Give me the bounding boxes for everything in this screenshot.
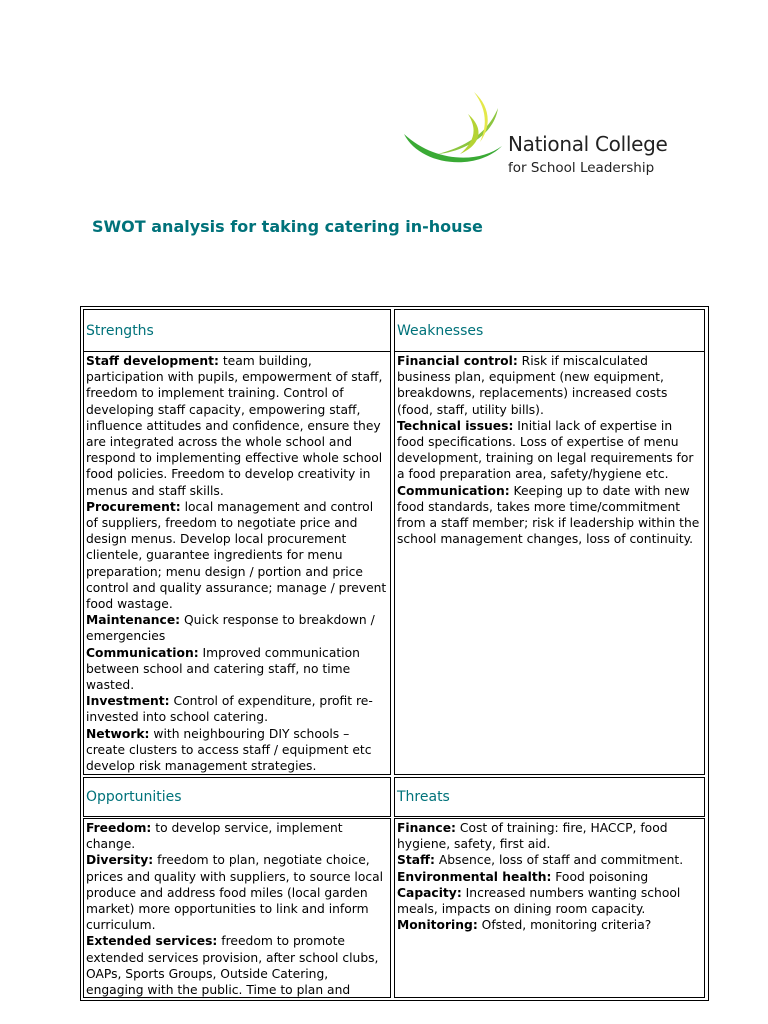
strengths-item <box>86 353 388 499</box>
opportunities-item <box>86 933 388 998</box>
strengths-item-text: local management and control of suppliers, freedom to negotiate price and design menus. Develop local procurement clientele, guarantee ingredients for menu preparation; menu design / portion and price control and quality assurance; manage / prevent food wastage. <box>86 499 387 612</box>
threats-item-text: Absence, loss of staff and commitment. <box>434 853 684 868</box>
swot-table <box>80 306 709 1001</box>
weaknesses-cell <box>394 351 705 775</box>
strengths-item <box>86 645 388 694</box>
threats-item <box>397 917 702 933</box>
leaf-swoosh-icon <box>398 84 508 184</box>
opportunities-list <box>86 820 388 998</box>
opportunities-item-text: freedom to promote extended services provision, after school clubs, OAPs, Sports Groups, Outside Catering, engaging with the public. Time to plan and <box>86 934 379 998</box>
weaknesses-heading-cell <box>394 309 705 352</box>
strengths-item-text: team building, participation with pupils, empowerment of staff, freedom to implement training. Control of developing staff capacity, empowering staff, influence attitudes and confidence, ensure they are integrated across the whole school and respond to implementing effective whole school food policies. Freedom to develop creativity in menus and staff skills. <box>86 354 383 498</box>
strengths-heading: Strengths <box>86 322 154 339</box>
strengths-item <box>86 612 388 644</box>
strengths-item-term: Maintenance: <box>86 613 181 628</box>
strengths-item <box>86 726 388 775</box>
strengths-item <box>86 499 388 612</box>
threats-heading: Threats <box>397 789 450 805</box>
threats-item <box>397 852 702 868</box>
strengths-item-term: Investment: <box>86 694 170 709</box>
weaknesses-item-text: Risk if miscalculated business plan, equipment (new equipment, breakdowns, replacements) increased costs (food, staff, utility bills). <box>397 354 668 417</box>
opportunities-item-text: to develop service, implement change. <box>86 821 343 852</box>
strengths-item-text: with neighbouring DIY schools – create clusters to access staff / equipment etc develop risk management strategies. <box>86 726 372 774</box>
threats-item-text: Food poisoning <box>551 869 649 884</box>
threats-cell <box>394 818 705 998</box>
weaknesses-item-term: Financial control: <box>397 354 518 368</box>
weaknesses-item <box>397 483 702 548</box>
threats-item-term: Finance: <box>397 821 456 835</box>
opportunities-cell <box>83 818 391 998</box>
threats-item-term: Monitoring: <box>397 918 478 933</box>
opportunities-heading-cell <box>83 777 391 817</box>
opportunities-item <box>86 852 388 933</box>
weaknesses-item-term: Technical issues: <box>397 418 514 433</box>
weaknesses-item-text: Keeping up to date with new food standards, takes more time/commitment from a staff member; risk if leadership within the school management changes, loss of continuity. <box>397 483 700 547</box>
logo-subtitle: for School Leadership <box>508 160 655 176</box>
threats-item <box>397 869 702 885</box>
threats-item-term: Capacity: <box>397 885 462 900</box>
weaknesses-item <box>397 418 702 483</box>
weaknesses-item <box>397 353 702 418</box>
strengths-item-term: Procurement: <box>86 499 181 514</box>
national-college-logo <box>398 84 688 184</box>
opportunities-item-term: Diversity: <box>86 853 154 868</box>
strengths-item-text: Quick response to breakdown / emergencies <box>86 613 375 644</box>
weaknesses-item-term: Communication: <box>397 483 510 498</box>
strengths-item <box>86 693 388 725</box>
weaknesses-item-text: Initial lack of expertise in food specifications. Loss of expertise of menu development, training on legal requirements for a food preparation area, safety/hygiene etc. <box>397 418 694 482</box>
weaknesses-heading: Weaknesses <box>397 322 484 339</box>
strengths-item-term: Network: <box>86 726 150 741</box>
threats-item-text: Ofsted, monitoring criteria? <box>477 918 652 933</box>
threats-item-term: Environmental health: <box>397 869 552 884</box>
threats-item <box>397 820 702 852</box>
weaknesses-list <box>397 353 702 547</box>
opportunities-item-text: freedom to plan, negotiate choice, prices and quality with suppliers, to source local produce and address food miles (local garden market) more opportunities to link and inform curriculum. <box>86 853 384 933</box>
threats-item <box>397 885 702 917</box>
opportunities-item-term: Extended services: <box>86 934 218 949</box>
strengths-cell <box>83 351 391 775</box>
strengths-heading-cell <box>83 309 391 352</box>
threats-item-text: Increased numbers wanting school meals, impacts on dining room capacity. <box>397 885 681 917</box>
strengths-item-text: Control of expenditure, profit re-invested into school catering. <box>86 694 373 725</box>
threats-item-term: Staff: <box>397 853 435 868</box>
threats-heading-cell <box>394 777 705 817</box>
strengths-item-term: Staff development: <box>86 354 219 368</box>
threats-list <box>397 820 702 933</box>
threats-item-text: Cost of training: fire, HACCP, food hygiene, safety, first aid. <box>397 821 668 852</box>
strengths-item-term: Communication: <box>86 645 199 660</box>
page-title: SWOT analysis for taking catering in-house <box>92 217 483 236</box>
opportunities-item <box>86 820 388 852</box>
strengths-item-text: Improved communication between school and catering staff, no time wasted. <box>86 645 360 693</box>
opportunities-item-term: Freedom: <box>86 821 152 835</box>
logo-name: National College <box>508 132 668 156</box>
opportunities-heading: Opportunities <box>86 789 182 805</box>
strengths-list <box>86 353 388 774</box>
